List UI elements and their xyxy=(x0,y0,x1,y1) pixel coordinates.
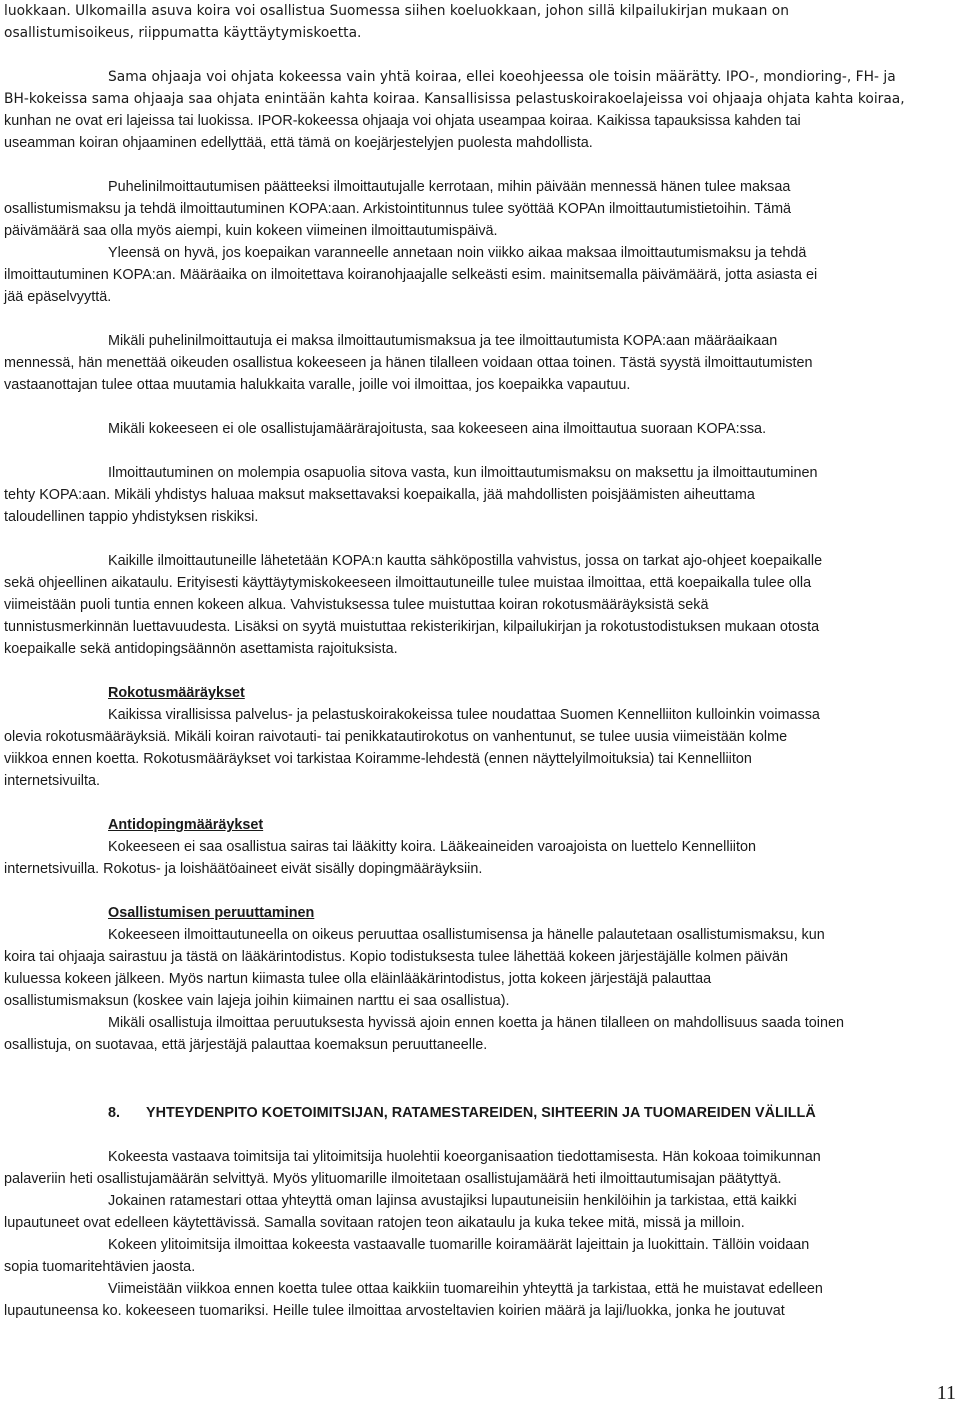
text-line: Viimeistään viikkoa ennen koetta tulee ottaa kaikkiin tuomareihin yhteyttä ja tarkistaa, että he muistavat edelleen xyxy=(108,1281,823,1297)
text-line: osallistumismaksu ja tehdä ilmoittautuminen KOPA:aan. Arkistointitunnus tulee syöttää KOPAn ilmoittautumistietoihin. Tämä xyxy=(4,201,792,217)
text-line: osallistuja, on suotavaa, että järjestäjä palauttaa koemaksun peruuttaneelle. xyxy=(4,1037,488,1053)
text-line: Kokeen ylitoimitsija ilmoittaa kokeesta vastaavalle tuomarille koiramäärät lajeittain ja luokittain. Tällöin voidaan xyxy=(108,1237,810,1253)
text-line: ilmoittautuminen KOPA:an. Määräaika on ilmoitettava koiranohjaajalle selkeästi esim. mainitsemalla päivämäärä, jotta asiasta ei xyxy=(4,267,818,283)
text-line: koepaikalle sekä antidopingsäännön asettamista rajoituksista. xyxy=(4,641,398,657)
text-line: Mikäli kokeeseen ei ole osallistujamäärärajoitusta, saa kokeeseen aina ilmoittautua suoraan KOPA:ssa. xyxy=(108,421,767,437)
text-line: Mikäli puhelinilmoittautuja ei maksa ilmoittautumismaksua ja tee ilmoittautumista KOPA:aan määräaikaan xyxy=(108,333,778,349)
text-line: Jokainen ratamestari ottaa yhteyttä oman lajinsa avustajiksi lupautuneisiin henkilöihin ja tarkistaa, että kaikki xyxy=(108,1193,797,1209)
text-line: vastaanottajan tulee ottaa muutamia halukkaita varalle, joille voi ilmoittaa, jos koepaikka vapautuu. xyxy=(4,377,631,393)
text-line: päivämäärä saa olla myös aiempi, kuin kokeen viimeinen ilmoittautumispäivä. xyxy=(4,223,498,239)
text-line: taloudellinen tappio yhdistyksen riskiksi. xyxy=(4,509,259,525)
text-line: osallistumisoikeus, riippumatta käyttäytymiskoetta. xyxy=(4,25,362,41)
text-line: Kaikissa virallisissa palvelus- ja pelastuskoirakokeissa tulee noudattaa Suomen Kennelliiton kulloinkin voimassa xyxy=(108,707,820,723)
text-line: sopia tuomaritehtävien jaosta. xyxy=(4,1259,196,1275)
text-line: internetsivuilta. xyxy=(4,773,100,789)
text-line: Yleensä on hyvä, jos koepaikan varanneelle annetaan noin viikko aikaa maksaa ilmoittautumismaksu ja tehdä xyxy=(108,245,807,261)
page-number: 11 xyxy=(936,1382,956,1404)
section-number: 8. xyxy=(108,1105,121,1121)
section-8-heading xyxy=(108,1102,816,1124)
section-title: YHTEYDENPITO KOETOIMITSIJAN, RATAMESTAREIDEN, SIHTEERIN JA TUOMAREIDEN VÄLILLÄ xyxy=(146,1105,816,1121)
text-line: Puhelinilmoittautumisen päätteeksi ilmoittautujalle kerrotaan, mihin päivään mennessä hänen tulee maksaa xyxy=(108,179,791,195)
text-line: kunhan ne ovat eri lajeissa tai luokissa. IPOR-kokeessa ohjaaja voi ohjata useampaa koiraa. Kaikissa tapauksissa kahden tai xyxy=(4,113,801,129)
text-line: BH-kokeissa sama ohjaaja saa ohjata enintään kahta koiraa. Kansallisissa pelastuskoirakoelajeissa voi ohjaaja ohjata kahta koiraa, xyxy=(4,91,905,107)
subheading: Rokotusmääräykset xyxy=(108,685,245,701)
text-line: useamman koiran ohjaaminen edellyttää, että tämä on koejärjestelyjen puolesta mahdollista. xyxy=(4,135,593,151)
text-line: Kokeeseen ilmoittautuneella on oikeus peruuttaa osallistumisensa ja hänelle palautetaan osallistumismaksu, kun xyxy=(108,927,825,943)
text-line: palaveriin heti osallistujamäärän selvittyä. Myös ylituomarille ilmoitetaan osallistujamäärä heti ilmoittautumisajan päätyttyä. xyxy=(4,1171,782,1187)
text-line: jää epäselvyyttä. xyxy=(4,289,112,305)
text-line: Kaikille ilmoittautuneille lähetetään KOPA:n kautta sähköpostilla vahvistus, jossa on tarkat ajo-ohjeet koepaikalle xyxy=(108,553,823,569)
text-line: sekä ohjeellinen aikataulu. Erityisesti käyttäytymiskokeeseen ilmoittautuneille tulee muistaa ilmoittaa, että koepaikalla tulee olla xyxy=(4,575,812,591)
text-line: Sama ohjaaja voi ohjata kokeessa vain yhtä koiraa, ellei koeohjeessa ole toisin määrätty. IPO-, mondioring-, FH- ja xyxy=(108,69,896,85)
text-line: viikkoa ennen koetta. Rokotusmääräykset voi tarkistaa Koiramme-lehdestä (ennen näyttelyilmoituksia) tai Kennelliiton xyxy=(4,751,752,767)
text-line: Kokeeseen ei saa osallistua sairas tai lääkitty koira. Lääkeaineiden varoajoista on luettelo Kennelliiton xyxy=(108,839,756,855)
text-line: kuluessa kokeen jälkeen. Myös nartun kiimasta tulee olla eläinlääkärintodistus, jotta kokeen järjestäjä palauttaa xyxy=(4,971,712,987)
text-line: osallistumismaksun (koskee vain lajeja joihin kiimainen narttu ei saa osallistua). xyxy=(4,993,510,1009)
text-line: koira tai ohjaaja sairastuu ja tästä on lääkärintodistus. Kopio todistuksesta tulee lähettää kokeen järjestäjälle kolmen päivän xyxy=(4,949,788,965)
text-line: Ilmoittautuminen on molempia osapuolia sitova vasta, kun ilmoittautumismaksu on maksettu ja ilmoittautuminen xyxy=(108,465,818,481)
text-line: lupautuneensa ko. kokeeseen tuomariksi. Heille tulee ilmoittaa arvosteltavien koirien määrä ja laji/luokka, jonka he joutuvat xyxy=(4,1303,785,1319)
text-line: internetsivuilla. Rokotus- ja loishäätöaineet eivät sisälly dopingmääräyksiin. xyxy=(4,861,483,877)
text-line: luokkaan. Ulkomailla asuva koira voi osallistua Suomessa siihen koeluokkaan, johon sillä kilpailukirjan mukaan on xyxy=(4,3,789,19)
text-line: olevia rokotusmääräyksiä. Mikäli koiran raivotauti- tai penikkatautirokotus on vanhentunut, se tulee uusia viimeistään kolme xyxy=(4,729,788,745)
text-line: viimeistään puoli tuntia ennen kokeen alkua. Vahvistuksessa tulee muistuttaa koiran rokotusmääräyksistä sekä xyxy=(4,597,709,613)
text-line: Mikäli osallistuja ilmoittaa peruutuksesta hyvissä ajoin ennen koetta ja hänen tilalleen on mahdollisuus saada toinen xyxy=(108,1015,844,1031)
text-line: Kokeesta vastaava toimitsija tai ylitoimitsija huolehtii koeorganisaation tiedottamisesta. Hän kokoaa toimikunnan xyxy=(108,1149,821,1165)
text-line: lupautuneet ovat edelleen käytettävissä. Samalla sovitaan ratojen teon aikataulu ja kuka tekee mitä, missä ja milloin. xyxy=(4,1215,745,1231)
text-line: tehty KOPA:aan. Mikäli yhdistys haluaa maksut maksettavaksi koepaikalla, jää mahdollisten poisjäämisten aiheuttama xyxy=(4,487,755,503)
subheading: Antidopingmääräykset xyxy=(108,817,264,833)
subheading: Osallistumisen peruuttaminen xyxy=(108,905,315,921)
text-line: mennessä, hän menettää oikeuden osallistua kokeeseen ja hänen tilalleen voidaan ottaa toinen. Tästä syystä ilmoittautumisten xyxy=(4,355,813,371)
text-line: tunnistusmerkinnän luettavuudesta. Lisäksi on syytä muistuttaa rekisterikirjan, kilpailukirjan ja rokotustodistuksen mukaan otosta xyxy=(4,619,820,635)
